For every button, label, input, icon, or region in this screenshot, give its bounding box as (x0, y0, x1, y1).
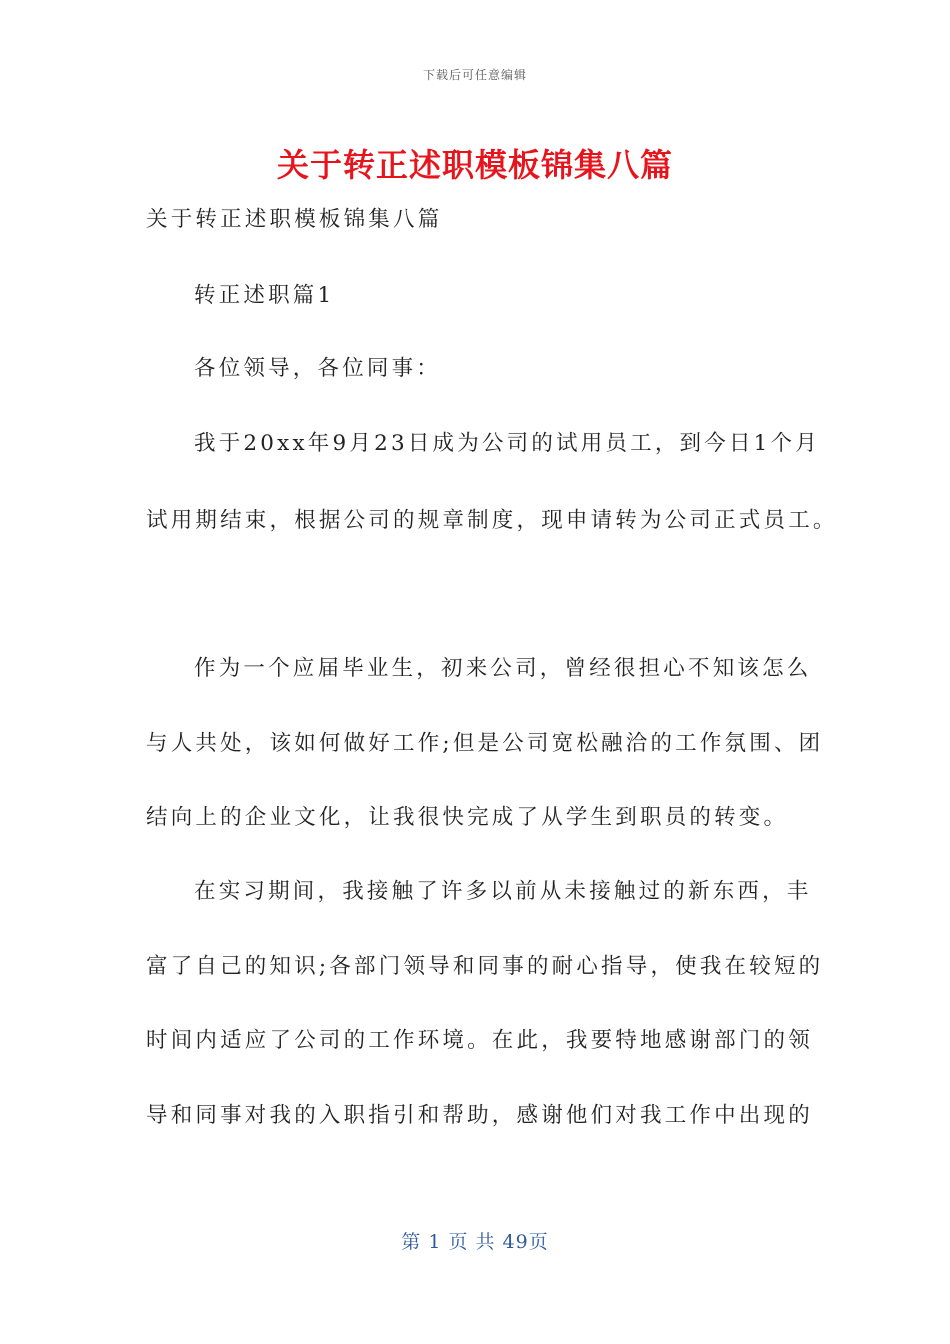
paragraph-line: 结向上的企业文化，让我很快完成了从学生到职员的转变。 (146, 805, 789, 830)
document-title: 关于转正述职模板锦集八篇 (276, 146, 673, 184)
header-note: 下载后可任意编辑 (422, 68, 527, 82)
paragraph-line: 在实习期间，我接触了许多以前从未接触过的新东西，丰 (194, 879, 812, 904)
section-heading: 转正述职篇1 (194, 283, 335, 308)
paragraph-line: 时间内适应了公司的工作环境。在此，我要特地感谢部门的领 (146, 1028, 813, 1053)
paragraph-line: 作为一个应届毕业生，初来公司，曾经很担心不知该怎么 (194, 656, 812, 681)
paragraph-line: 导和同事对我的入职指引和帮助，感谢他们对我工作中出现的 (146, 1103, 813, 1128)
paragraph-line: 与人共处，该如何做好工作;但是公司宽松融洽的工作氛围、团 (146, 731, 824, 756)
paragraph-line: 试用期结束，根据公司的规章制度，现申请转为公司正式员工。 (146, 508, 838, 533)
salutation-line: 各位领导，各位同事： (194, 356, 442, 381)
page-number-footer: 第 1 页 共 49页 (401, 1231, 549, 1253)
paragraph-line: 我于20xx年9月23日成为公司的试用员工，到今日1个月 (194, 431, 820, 456)
subtitle-line: 关于转正述职模板锦集八篇 (146, 207, 443, 232)
paragraph-line: 富了自己的知识;各部门领导和同事的耐心指导，使我在较短的 (146, 954, 824, 979)
